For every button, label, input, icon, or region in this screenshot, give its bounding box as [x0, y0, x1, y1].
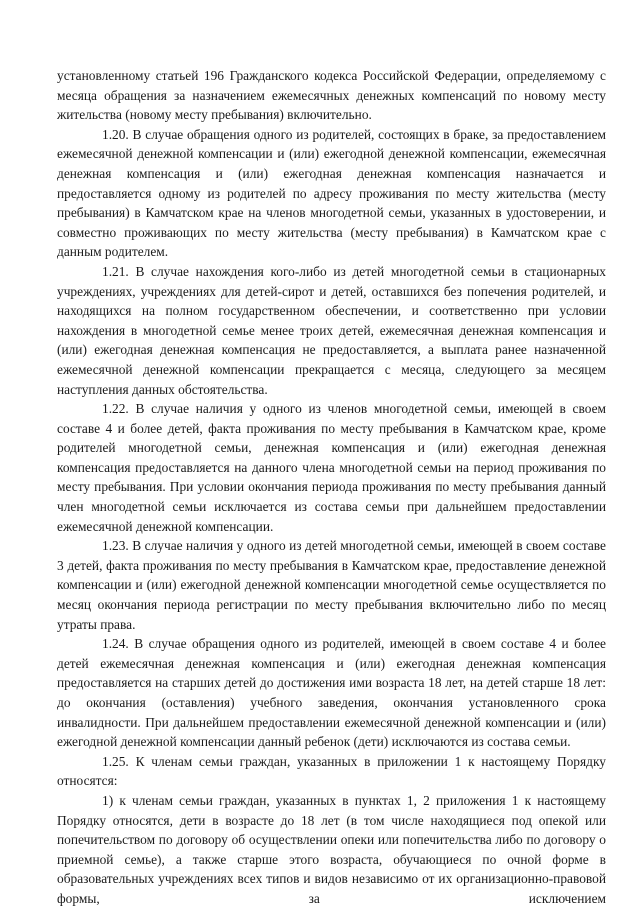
paragraph-1-22: 1.22. В случае наличия у одного из членов многодетной семьи, имеющей в своем составе 4 и более детей, факта проживания по месту пребывания в Камчатском крае, кроме родителей многодетной семьи, денежная компенсация и (или) ежегодная денежная компенсация предоставляется на данного члена многодетной семьи на период проживания по месту пребывания. При условии окончания периода проживания по месту пребывания данный член многодетной семьи исключается из состава семьи при дальнейшем предоставлении ежемесячной денежной компенсации.: [57, 401, 606, 534]
paragraph-continuation: установленному статьей 196 Гражданского кодекса Российской Федерации, определяемому с месяца обращения за назначением ежемесячных денежных компенсаций по новому месту жительства (новому месту пребывания) включительно.: [57, 68, 606, 123]
paragraph-1-25: 1.25. К членам семьи граждан, указанных в приложении 1 к настоящему Порядку относятся:: [57, 753, 606, 789]
paragraph-1-24: 1.24. В случае обращения одного из родителей, имеющей в своем составе 4 и более детей ежемесячная денежная компенсация и (или) ежегодная денежная компенсация предоставляется на старших детей до достижения ими возраста 18 лет, на детей старше 18 лет: до окончания (оставления) учебного заведения, окончания установленного срока инвалидности. При дальнейшем предоставлении ежемесячной денежной компенсации и (или) ежегодной денежной компенсации данный ребенок (дети) исключаются из состава семьи.: [57, 636, 606, 750]
paragraph-1-21: 1.21. В случае нахождения кого-либо из детей многодетной семьи в стационарных учреждениях, учреждениях для детей-сирот и детей, оставшихся без попечения родителей, и находящихся на полном государственном обеспечении, и соответственно при условии нахождения в многодетной семье менее троих детей, ежемесячная денежная компенсация и (или) ежегодная денежная компенсация не предоставляется, а выплата ранее назначенной ежемесячной денежной компенсации прекращается с месяца, следующего за месяцем наступления данных обстоятельства.: [57, 263, 606, 397]
paragraph-1-20: 1.20. В случае обращения одного из родителей, состоящих в браке, за предоставлением ежемесячной денежной компенсации и (или) ежегодной денежной компенсации, ежемесячная денежная компенсация и (или) ежегодная денежная компенсация назначается и предоставляется одному из родителей по адресу проживания по месту жительства (месту пребывания) в Камчатском крае на членов многодетной семьи, указанных в удостоверении, и совместно проживающих по месту жительства (месту пребывания) в Камчатском крае с данным родителем.: [57, 126, 606, 260]
paragraph-1-25-item-1: 1) к членам семьи граждан, указанных в пунктах 1, 2 приложения 1 к настоящему Порядку относятся, дети в возрасте до 18 лет (в том числе находящиеся под опекой или попечительством по договору об осуществлении опеки или попечительства либо по договору о приемной семье), а также старше этого возраста, обучающиеся по очной форме в образовательных учреждениях всех типов и видов независимо от их организационно-правовой формы, за исключением: [57, 792, 606, 906]
document-page: [57, 66, 606, 909]
paragraph-1-23: 1.23. В случае наличия у одного из детей многодетной семьи, имеющей в своем составе 3 детей, факта проживания по месту пребывания в Камчатском крае, предоставление денежной компенсации и (или) ежегодной денежной компенсации многодетной семье осуществляется по месяц окончания периода регистрации по месту пребывания включительно либо по месяц утраты права.: [57, 538, 606, 632]
